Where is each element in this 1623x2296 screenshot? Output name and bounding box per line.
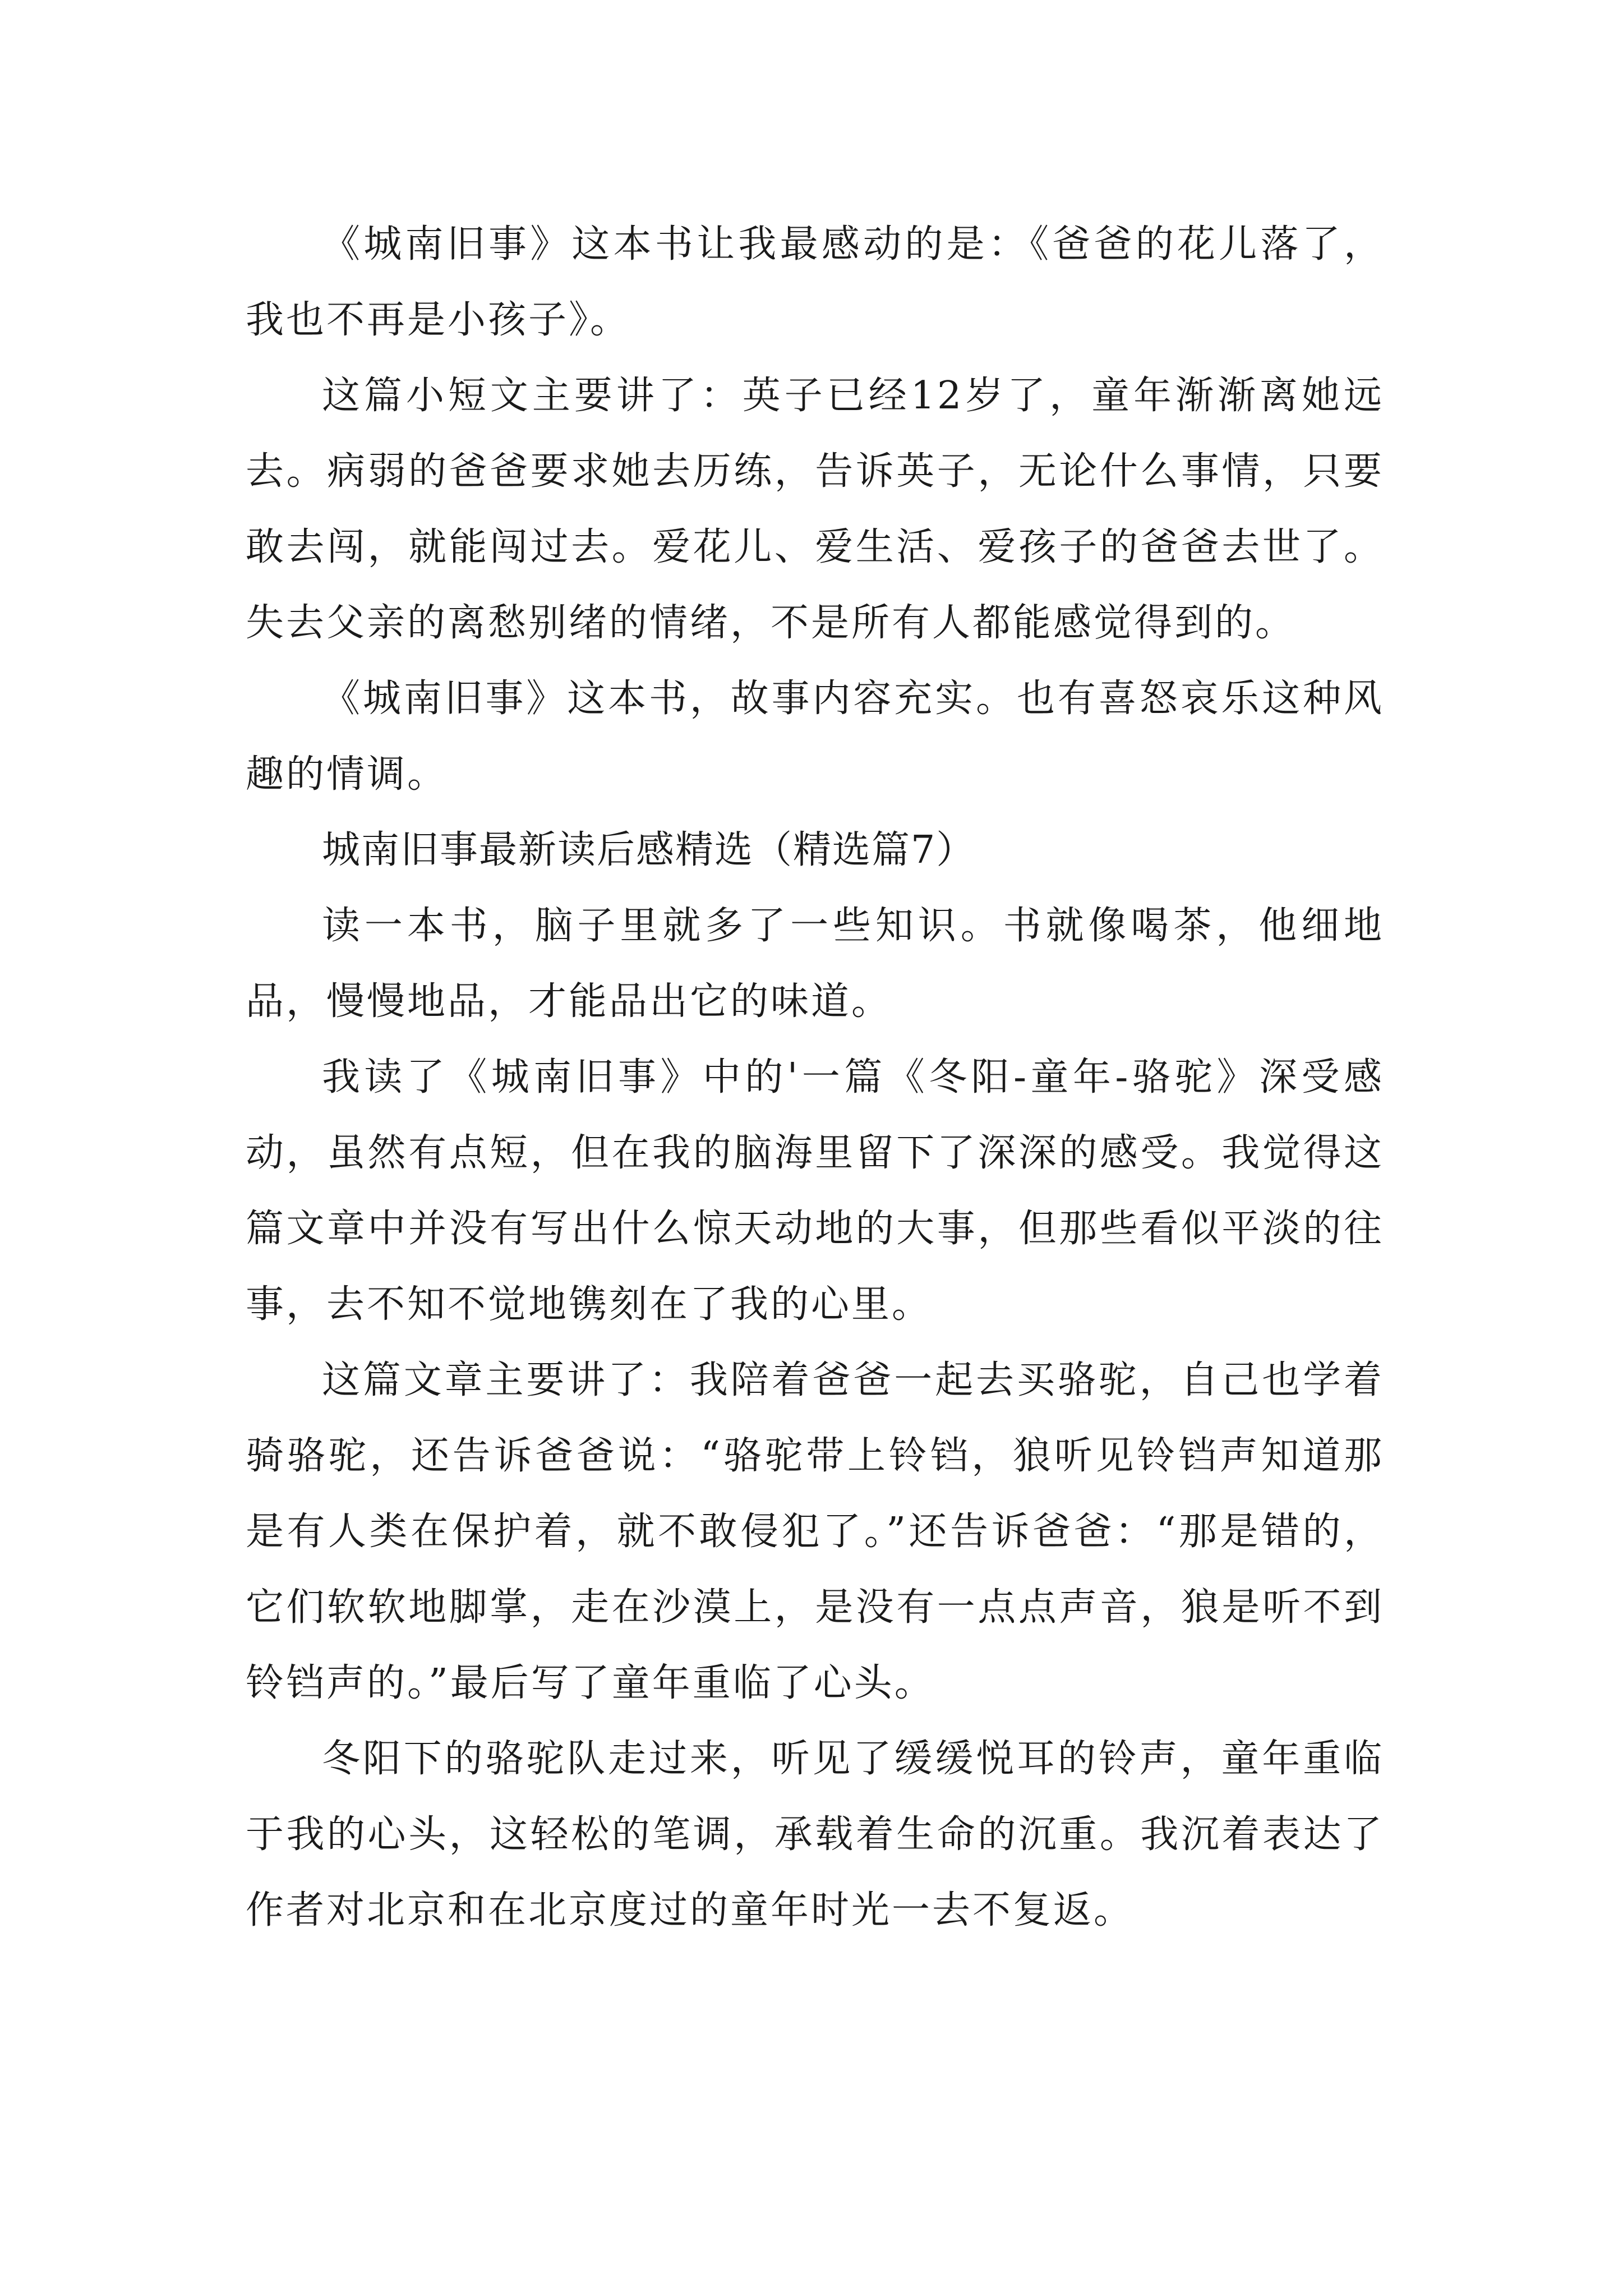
paragraph-summary-2: 这篇文章主要讲了：我陪着爸爸一起去买骆驼，自己也学着骑骆驼，还告诉爸爸说：“骆驼带上铃铛，狼听见铃铛声知道那是有人类在保护着，就不敢侵犯了。”还告诉爸爸：“那是错的，它们软软地脚掌，走在沙漠上，是没有一点点声音，狼是听不到铃铛声的。”最后写了童年重临了心头。: [246, 1358, 1384, 1705]
paragraph-summary-1: 这篇小短文主要讲了：英子已经12岁了，童年渐渐离她远去。病弱的爸爸要求她去历练，告诉英子，无论什么事情，只要敢去闯，就能闯过去。爱花儿、爱生活、爱孩子的爸爸去世了。失去父亲的离愁别绪的情绪，不是所有人都能感觉得到的。: [246, 374, 1384, 645]
paragraph-book-comment: 《城南旧事》这本书，故事内容充实。也有喜怒哀乐这种风趣的情调。: [246, 677, 1384, 797]
paragraph-conclusion: 冬阳下的骆驼队走过来，听见了缓缓悦耳的铃声，童年重临于我的心头，这轻松的笔调，承载着生命的沉重。我沉着表达了作者对北京和在北京度过的童年时光一去不复返。: [246, 1737, 1384, 1932]
paragraph-intro: 《城南旧事》这本书让我最感动的是：《爸爸的花儿落了，我也不再是小孩子》。: [246, 222, 1384, 342]
document-body: [246, 206, 1384, 1948]
section-heading: 城南旧事最新读后感精选（精选篇7）: [322, 828, 976, 872]
paragraph-reading: 读一本书，脑子里就多了一些知识。书就像喝茶，他细地品，慢慢地品，才能品出它的味道。: [246, 904, 1384, 1024]
paragraph-camel-story: 我读了《城南旧事》中的'一篇《冬阳-童年-骆驼》深受感动，虽然有点短，但在我的脑海里留下了深深的感受。我觉得这篇文章中并没有写出什么惊天动地的大事，但那些看似平淡的往事，去不知不觉地镌刻在了我的心里。: [246, 1055, 1384, 1327]
